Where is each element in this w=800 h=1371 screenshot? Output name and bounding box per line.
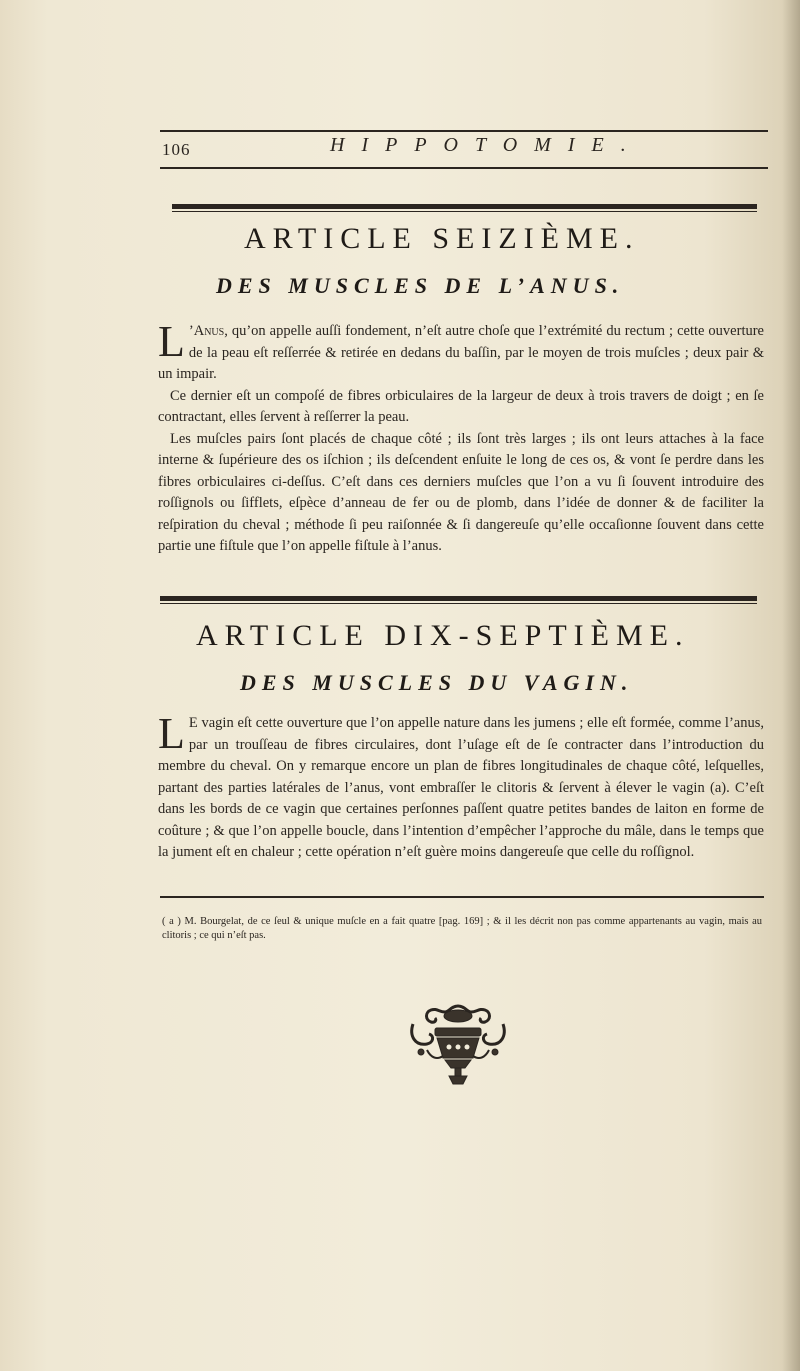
article17-thin-rule: [160, 603, 757, 604]
article17-subtitle: DES MUSCLES DU VAGIN.: [240, 670, 634, 695]
header-top-rule: [160, 130, 768, 132]
article16-subtitle: DES MUSCLES DE L’ANUS.: [216, 273, 625, 298]
article17-heavy-rule: [160, 596, 757, 601]
article17-title: ARTICLE DIX-SEPTIÈME.: [196, 619, 690, 652]
article17-paragraph-1: E vagin eſt cette ouverture que l’on appelle nature dans les jumens ; elle eſt formée, comme l’anus, par un trouſſeau de fibres circulaires, dont l’uſage eſt de ſe contracter dans l’introduction du membre du cheval. On y remarque encore un plan de fibres longitudinales de chaque côté, leſquelles, partant des parties latérales de l’anus, vont embraſſer le clitoris & ſervent à élever le vagin (a). C’eſt dans les bords de ce vagin que certaines perſonnes paſſent quatre petites bandes de laiton en forme de coûture ; & que l’on appelle boucle, dans l’intention d’empêcher l’approche du mâle, dans le temps que la jument eſt en chaleur ; cette opération n’eſt guère moins dangereuſe que celle du roſſignol.: [158, 715, 764, 860]
footnote: ( a ) M. Bourgelat, de ce ſeul & unique muſcle en a fait quatre [pag. 169] ; & il les décrit non pas comme appartenants au vagin, mais au clitoris ; ce qui n’eſt pas.: [162, 916, 762, 941]
fleuron-ornament-icon: [405, 1000, 511, 1090]
article16-heavy-rule: [172, 204, 757, 209]
header-bottom-rule: [160, 167, 768, 169]
article16-thin-rule: [172, 211, 757, 212]
article16-text: [158, 317, 764, 558]
article16-dropcap: L: [158, 317, 185, 366]
article16-title: ARTICLE SEIZIÈME.: [244, 222, 640, 255]
article16-paragraph-3: Les muſcles pairs ſont placés de chaque côté ; ils ſont très larges ; ils ont leurs attaches à la face interne & ſupérieure des os iſchion ; ils deſcendent enſuite le long de ces os, & vont ſe perdre dans les fibres orbiculaires ci-deſſus. C’eſt dans ces derniers muſcles que l’on a vu ſi ſouvent introduire des roſſignols ou ſifflets, eſpèce d’anneau de fer ou de plomb, dans l’idée de donner & de faciliter la reſpiration du cheval ; méthode ſi peu raiſonnée & ſi dangereuſe qu’elle occaſionne ſouvent dans cette partie une fiſtule que l’on appelle fiſtule à l’anus.: [158, 430, 764, 554]
article16-paragraph-1: , qu’on appelle auſſi fondement, n’eſt autre choſe que l’extrémité du rectum ; cette ouverture de la peau eſt reſſerrée & retirée en dedans du baſſin, par le moyen de trois muſcles ; deux pair & un impair.: [158, 323, 764, 382]
article17-dropcap: L: [158, 709, 185, 758]
footnote-separator-rule: [160, 896, 764, 898]
page-number: 106: [162, 140, 191, 159]
page-edge-shadow: [782, 0, 800, 1371]
article16-lead-word: ’Anus: [188, 323, 225, 339]
running-title: HIPPOTOMIE.: [330, 134, 643, 156]
article16-paragraph-2: Ce dernier eſt un compoſé de fibres orbiculaires de la largeur de deux à trois travers de doigt ; en ſe contractant, elles ſervent à reſſerrer la peau.: [158, 387, 764, 425]
article17-text: [158, 709, 764, 864]
